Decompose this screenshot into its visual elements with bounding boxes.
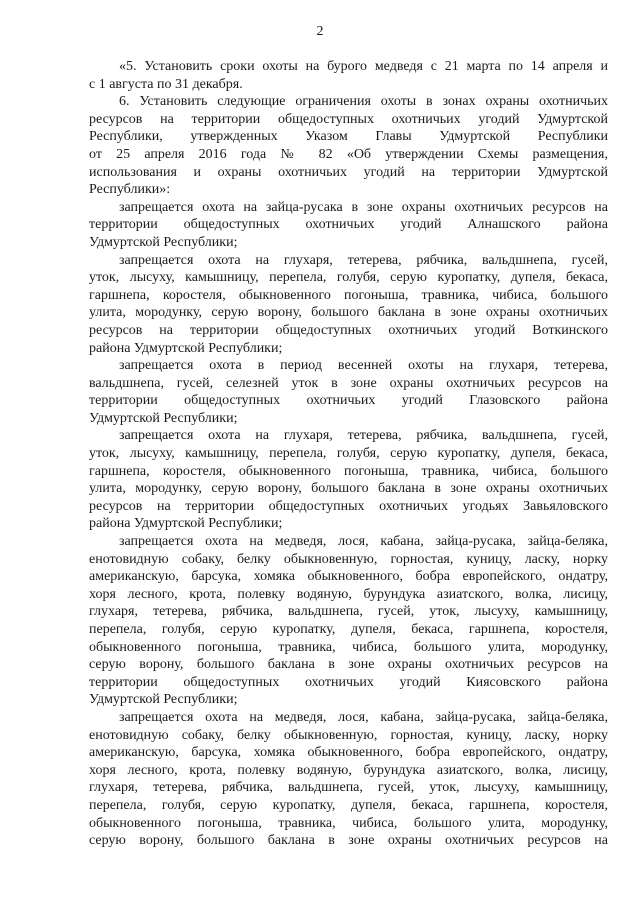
text-line: перепела, голубя, серую куропатку, дупеля, бекаса, гаршнепа, коростеля, (89, 622, 608, 637)
text-line: енотовидную собаку, белку обыкновенную, горностая, куницу, ласку, норку (89, 727, 608, 743)
text-line: запрещается охота на зайца-русака в зоне охраны охотничьих ресурсов на (119, 199, 608, 215)
text-line: района Удмуртской Республики; (89, 340, 283, 356)
text-line: запрещается охота в период весенней охоты на глухаря, тетерева, (119, 358, 608, 374)
text-line: хоря лесного, крота, полевку водяную, бурундука азиатского, волка, лисицу, (89, 762, 608, 778)
text-line: Республики, утвержденных Указом Главы Удмуртской Республики (89, 129, 608, 145)
text-line: запрещается охота на глухаря, тетерева, рябчика, вальдшнепа, гусей, (119, 252, 608, 268)
text-line: ресурсов на территории общедоступных охотничьих угодьях Завьяловского (89, 498, 608, 514)
text-line: запрещается охота на медведя, лося, кабана, зайца-русака, зайца-беляка, (119, 709, 608, 725)
text-line: Республики»: (89, 182, 171, 198)
text-line: «5. Установить сроки охоты на бурого медведя с 21 марта по 14 апреля и (119, 59, 608, 74)
text-line: глухаря, тетерева, рябчика, вальдшнепа, гусей, уток, лысуху, камышницу, (89, 604, 608, 620)
text-line: гаршнепа, коростеля, обыкновенного погоныша, травника, чибиса, большого (89, 463, 608, 479)
text-line: серую ворону, большого баклана в зоне охраны охотничьих ресурсов на (89, 657, 608, 673)
text-line: хоря лесного, крота, полевку водяную, бурундука азиатского, волка, лисицу, (89, 586, 608, 602)
text-line: запрещается охота на глухаря, тетерева, рябчика, вальдшнепа, гусей, (119, 428, 608, 444)
text-line: обыкновенного погоныша, травника, чибиса, большого улита, мородунку, (89, 639, 608, 655)
text-line: улита, мородунку, серую ворону, большого баклана в зоне охраны охотничьих (89, 305, 608, 321)
text-line: использования и охраны охотничьих угодий на территории Удмуртской (89, 164, 608, 180)
text-line: гаршнепа, коростеля, обыкновенного погоныша, травника, чибиса, большого (89, 287, 608, 303)
text-line: Удмуртской Республики; (89, 410, 238, 426)
text-line: глухаря, тетерева, рябчика, вальдшнепа, гусей, уток, лысуху, камышницу, (89, 780, 608, 796)
text-line: с 1 августа по 31 декабря. (89, 76, 243, 92)
text-line: территории общедоступных охотничьих угодий Киясовского района (89, 674, 608, 690)
document-body (89, 58, 608, 850)
text-line: от 25 апреля 2016 года № 82 «Об утверждении Схемы размещения, (89, 146, 608, 162)
text-line: 6. Установить следующие ограничения охоты в зонах охраны охотничьих (119, 94, 608, 110)
text-line: ресурсов на территории общедоступных охотничьих угодий Удмуртской (89, 111, 608, 127)
text-line: территории общедоступных охотничьих угодий Глазовского района (89, 393, 608, 409)
text-line: американскую, барсука, хомяка обыкновенного, бобра европейского, ондатру, (89, 745, 608, 761)
text-line: вальдшнепа, гусей, селезней уток в зоне охраны охотничьих ресурсов на (89, 375, 608, 391)
text-line: енотовидную собаку, белку обыкновенную, горностая, куницу, ласку, норку (89, 551, 608, 567)
text-line: Удмуртской Республики; (89, 234, 238, 250)
text-line: уток, лысуху, камышницу, перепела, голубя, серую куропатку, дупеля, бекаса, (89, 446, 608, 462)
text-line: уток, лысуху, камышницу, перепела, голубя, серую куропатку, дупеля, бекаса, (89, 270, 608, 286)
text-line: обыкновенного погоныша, травника, чибиса, большого улита, мородунку, (89, 815, 608, 831)
text-line: района Удмуртской Республики; (89, 516, 283, 532)
text-line: Удмуртской Республики; (89, 692, 238, 708)
text-line: ресурсов на территории общедоступных охотничьих угодий Воткинского (89, 322, 608, 338)
text-line: территории общедоступных охотничьих угодий Алнашского района (89, 217, 608, 233)
text-line: американскую, барсука, хомяка обыкновенного, бобра европейского, ондатру, (89, 569, 608, 585)
text-line: перепела, голубя, серую куропатку, дупеля, бекаса, гаршнепа, коростеля, (89, 797, 608, 813)
text-line: улита, мородунку, серую ворону, большого баклана в зоне охраны охотничьих (89, 481, 608, 497)
page-number: 2 (316, 24, 324, 39)
text-line: серую ворону, большого баклана в зоне охраны охотничьих ресурсов на (89, 833, 608, 849)
text-line: запрещается охота на медведя, лося, кабана, зайца-русака, зайца-беляка, (119, 534, 608, 550)
